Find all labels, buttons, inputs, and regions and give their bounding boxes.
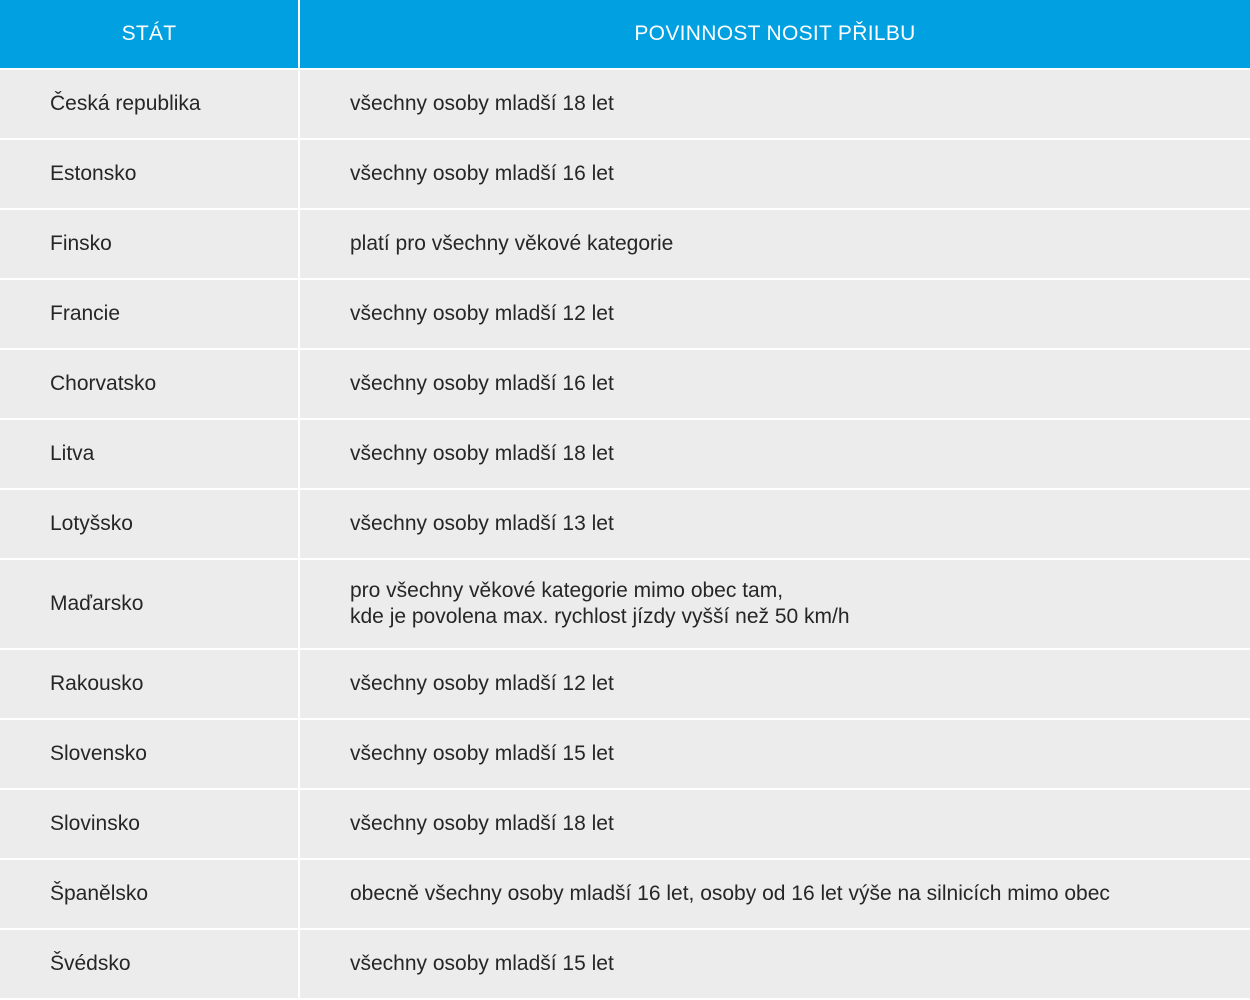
table-cell-rule: platí pro všechny věkové kategorie xyxy=(300,210,1250,278)
table-cell-state: Švédsko xyxy=(0,930,298,998)
table-cell-rule: pro všechny věkové kategorie mimo obec tam, kde je povolena max. rychlost jízdy vyšší než 50 km/h xyxy=(300,560,1250,648)
table-cell-rule: všechny osoby mladší 12 let xyxy=(300,280,1250,348)
table-cell-state: Maďarsko xyxy=(0,560,298,648)
table-cell-state: Lotyšsko xyxy=(0,490,298,558)
table-cell-rule: všechny osoby mladší 16 let xyxy=(300,350,1250,418)
table-cell-rule: všechny osoby mladší 15 let xyxy=(300,720,1250,788)
table-cell-state: Španělsko xyxy=(0,860,298,928)
table-cell-rule: všechny osoby mladší 15 let xyxy=(300,930,1250,998)
table-cell-rule: všechny osoby mladší 13 let xyxy=(300,490,1250,558)
table-cell-state: Slovinsko xyxy=(0,790,298,858)
table-cell-rule: všechny osoby mladší 16 let xyxy=(300,140,1250,208)
table-cell-state: Česká republika xyxy=(0,70,298,138)
table-cell-rule: všechny osoby mladší 18 let xyxy=(300,420,1250,488)
column-header-state: STÁT xyxy=(0,0,298,68)
column-header-rule: POVINNOST NOSIT PŘILBU xyxy=(300,0,1250,68)
table-cell-state: Chorvatsko xyxy=(0,350,298,418)
table-cell-state: Litva xyxy=(0,420,298,488)
table-cell-state: Slovensko xyxy=(0,720,298,788)
table-cell-state: Rakousko xyxy=(0,650,298,718)
table-cell-rule: obecně všechny osoby mladší 16 let, osoby od 16 let výše na silnicích mimo obec xyxy=(300,860,1250,928)
table-cell-rule: všechny osoby mladší 18 let xyxy=(300,790,1250,858)
table-cell-state: Francie xyxy=(0,280,298,348)
table-cell-rule: všechny osoby mladší 18 let xyxy=(300,70,1250,138)
table-cell-state: Estonsko xyxy=(0,140,298,208)
table-cell-rule: všechny osoby mladší 12 let xyxy=(300,650,1250,718)
table-cell-state: Finsko xyxy=(0,210,298,278)
